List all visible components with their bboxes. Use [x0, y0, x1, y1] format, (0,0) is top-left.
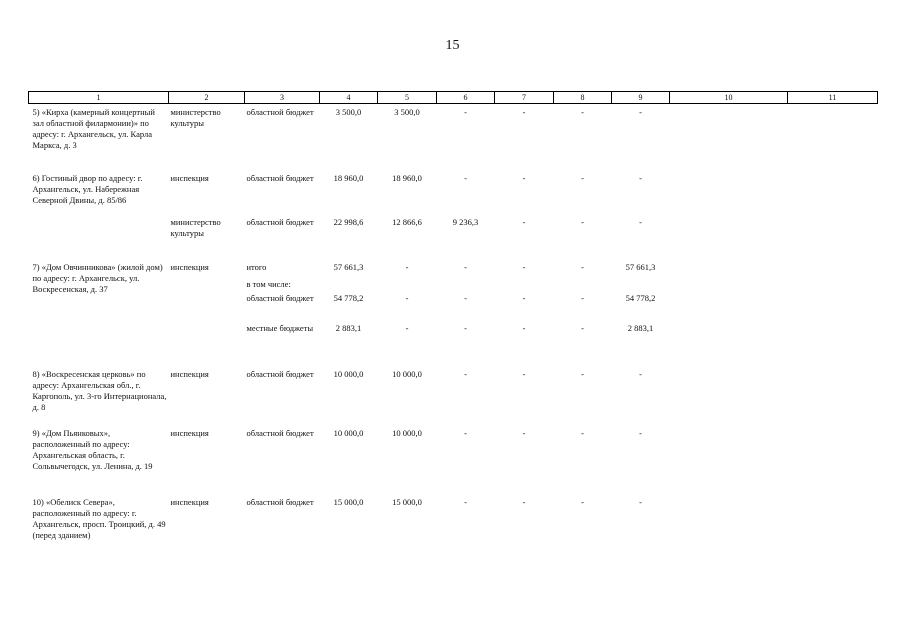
funding-source: областной бюджет	[246, 496, 314, 507]
value-cell: -	[639, 172, 642, 183]
object-name: 8) «Воскресенская церковь» по адресу: Архангельская обл., г. Каргополь, ул. 3-го Интернационала, д. 8	[32, 368, 167, 412]
col-header: 10	[670, 92, 788, 104]
value-cell: 18 960,0	[333, 172, 364, 183]
value-cell	[612, 276, 670, 290]
value-cell: -	[405, 261, 409, 272]
object-name	[29, 214, 169, 259]
value-cell: -	[581, 322, 584, 333]
funding-source: областной бюджет	[246, 368, 314, 379]
value-cell: 15 000,0	[333, 496, 364, 507]
object-name: 6) Гостиный двор по адресу: г. Архангельск, ул. Набережная Северной Двины, д. 85/86	[32, 172, 143, 205]
funding-source: областной бюджет	[246, 292, 314, 303]
funding-source: областной бюджет	[246, 107, 314, 117]
value-cell: -	[522, 496, 526, 507]
value-cell: -	[522, 292, 526, 303]
value-cell: -	[464, 172, 467, 183]
value-cell: 3 500,0	[394, 107, 420, 117]
value-cell	[554, 276, 612, 290]
responsible-org: инспекция	[170, 368, 209, 379]
value-cell: -	[522, 427, 526, 438]
value-cell: -	[581, 216, 584, 227]
col-header: 8	[554, 92, 612, 104]
value-cell: 10 000,0	[392, 368, 422, 379]
col-header: 1	[29, 92, 169, 104]
funding-source: в том числе:	[246, 278, 291, 289]
funding-source: итого	[246, 261, 267, 272]
value-cell: -	[639, 496, 642, 507]
value-cell: 22 998,6	[333, 216, 364, 227]
value-cell: 10 000,0	[333, 427, 364, 438]
object-name: 9) «Дом Пьянковых», расположенный по адресу: Архангельская область, г. Сольвычегодск, ул. Ленина, д. 19	[32, 427, 153, 471]
responsible-org: министерство культуры	[170, 107, 221, 128]
value-cell: -	[522, 172, 526, 183]
value-cell: 54 778,2	[333, 292, 364, 303]
responsible-org: инспекция	[170, 172, 209, 183]
table-row	[29, 214, 878, 259]
value-cell: -	[581, 172, 584, 183]
funding-source: областной бюджет	[246, 216, 314, 227]
table-row	[29, 259, 878, 276]
value-cell: -	[522, 322, 526, 333]
funding-source: областной бюджет	[246, 427, 314, 438]
value-cell: 54 778,2	[625, 292, 656, 303]
value-cell: -	[581, 427, 584, 438]
responsible-org: инспекция	[170, 427, 209, 438]
value-cell: -	[639, 368, 642, 379]
value-cell: 15 000,0	[392, 496, 422, 507]
value-cell: -	[464, 427, 467, 438]
value-cell: 18 960,0	[392, 172, 422, 183]
value-cell: -	[464, 292, 467, 303]
value-cell: 10 000,0	[333, 368, 364, 379]
col-header: 7	[495, 92, 554, 104]
value-cell: 3 500,0	[335, 107, 362, 117]
value-cell: -	[522, 368, 526, 379]
value-cell: 57 661,3	[333, 261, 364, 272]
responsible-org: инспекция	[170, 261, 209, 272]
funding-source: местные бюджеты	[246, 322, 314, 333]
object-name: 10) «Обелиск Севера», расположенный по адресу: г. Архангельск, просп. Троицкий, д. 49 (перед зданием)	[32, 496, 166, 540]
value-cell: -	[522, 261, 526, 272]
value-cell: -	[639, 427, 642, 438]
value-cell: 57 661,3	[625, 261, 656, 272]
value-cell	[378, 276, 437, 290]
table-row	[29, 494, 878, 556]
page-number: 15	[445, 38, 460, 53]
object-name: 5) «Кирха (камерный концертный зал областной филармонии)» по адресу: г. Архангельск, ул. Карла Маркса, д. 3	[32, 107, 155, 150]
value-cell: -	[464, 261, 467, 272]
responsible-org: министерство культуры	[170, 216, 221, 238]
responsible-org: инспекция	[170, 496, 209, 507]
value-cell: -	[581, 292, 584, 303]
value-cell: -	[464, 368, 467, 379]
col-header: 2	[169, 92, 245, 104]
col-header: 11	[788, 92, 878, 104]
value-cell: -	[581, 261, 584, 272]
col-header: 4	[320, 92, 378, 104]
budget-table	[28, 91, 878, 556]
value-cell: 12 866,6	[392, 216, 422, 227]
value-cell: -	[405, 322, 409, 333]
value-cell: -	[581, 107, 584, 117]
value-cell: -	[464, 496, 467, 507]
col-header: 3	[245, 92, 320, 104]
table-row	[29, 170, 878, 214]
table-row	[29, 104, 878, 170]
value-cell: 9 236,3	[452, 216, 479, 227]
value-cell: -	[405, 292, 409, 303]
col-header: 6	[437, 92, 495, 104]
value-cell: -	[639, 216, 642, 227]
col-header: 9	[612, 92, 670, 104]
value-cell	[437, 276, 495, 290]
value-cell: -	[581, 368, 584, 379]
value-cell: -	[464, 107, 467, 117]
funding-source: областной бюджет	[246, 172, 314, 183]
value-cell: -	[464, 322, 467, 333]
value-cell: 10 000,0	[392, 427, 422, 438]
value-cell: 2 883,1	[335, 322, 362, 333]
value-cell	[320, 276, 378, 290]
value-cell: -	[522, 107, 526, 117]
object-name: 7) «Дом Овчинникова» (жилой дом) по адресу: г. Архангельск, ул. Воскресенская, д. 37	[32, 261, 163, 294]
table-row	[29, 425, 878, 494]
value-cell: -	[639, 107, 642, 117]
value-cell	[495, 276, 554, 290]
value-cell: -	[581, 496, 584, 507]
table-row	[29, 366, 878, 425]
header-row	[29, 92, 878, 104]
col-header: 5	[378, 92, 437, 104]
value-cell: -	[522, 216, 526, 227]
value-cell: 2 883,1	[627, 322, 654, 333]
